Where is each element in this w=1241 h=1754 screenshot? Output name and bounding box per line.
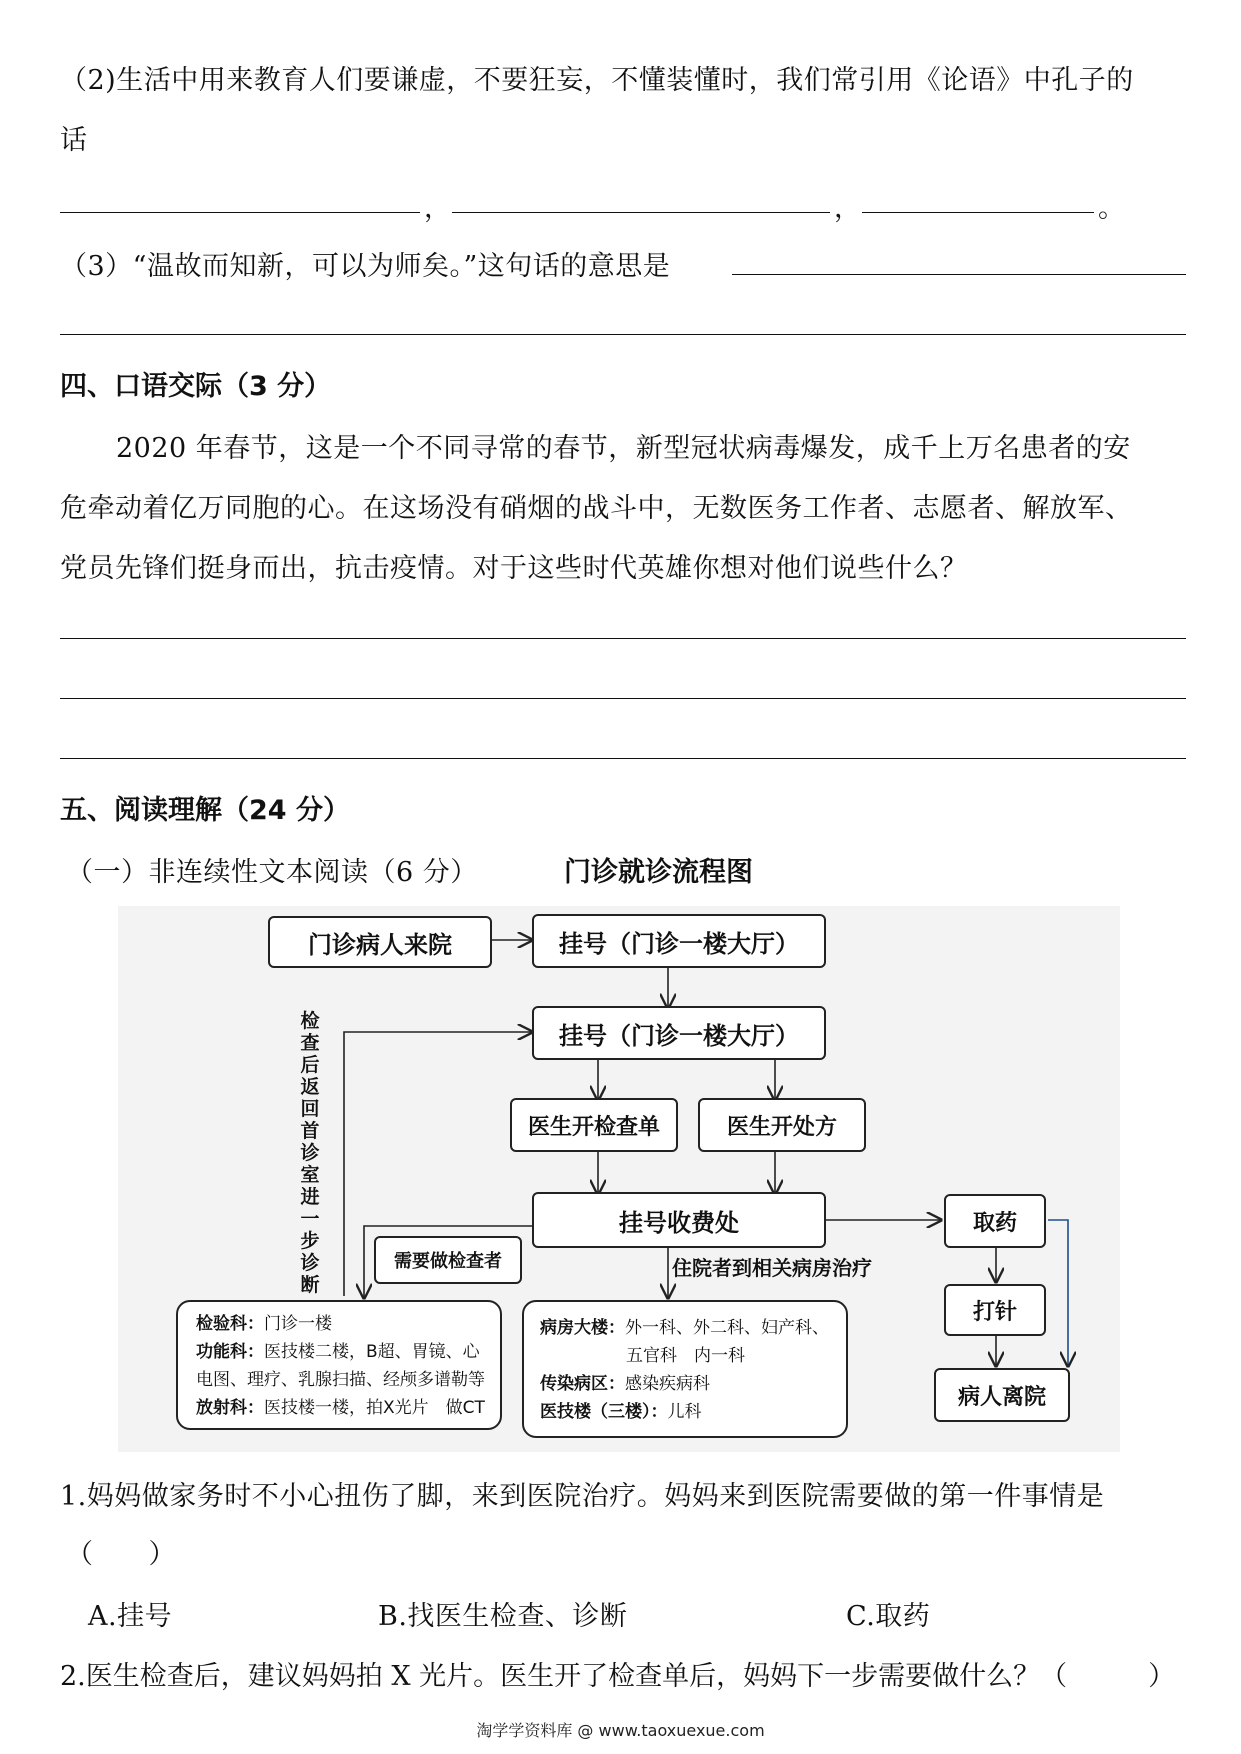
q3-text: （3）“温故而知新，可以为师矣。”这句话的意思是 — [60, 251, 671, 282]
section4-para-line1: 2020 年春节，这是一个不同寻常的春节，新型冠状病毒爆发，成千上万名患者的安 — [116, 433, 1131, 464]
answer-blank-q3-line[interactable] — [60, 334, 1186, 335]
q2-text-line2: 话 — [60, 125, 88, 156]
comma-1: ， — [424, 193, 452, 224]
answer-blank-1[interactable] — [60, 212, 420, 213]
comma-2: ， — [834, 193, 862, 224]
exam-dept-box — [176, 1300, 502, 1430]
register-box-1: 挂号（门诊一楼大厅） — [532, 914, 826, 968]
func-label: 功能科： — [196, 1342, 264, 1362]
func-text: 医技楼二楼，B超、胃镜、心 — [264, 1342, 480, 1362]
lab-text: 门诊一楼 — [264, 1314, 332, 1334]
answer-blank-3[interactable] — [862, 212, 1094, 213]
func-text-2: 电图、理疗、乳腺扫描、经颅多谱勒等 — [196, 1370, 485, 1390]
answer-blank-q3-inline[interactable] — [732, 274, 1186, 275]
answer-line-2[interactable] — [60, 698, 1186, 699]
medicine-box: 取药 — [944, 1194, 1046, 1248]
period: 。 — [1098, 193, 1126, 224]
ward-info-box — [522, 1300, 848, 1438]
question1-option-a[interactable]: A.挂号 — [88, 1601, 173, 1632]
inpatient-label: 住院者到相关病房治疗 — [672, 1256, 872, 1280]
infect-text: 感染疾病科 — [625, 1374, 710, 1394]
leave-box: 病人离院 — [934, 1368, 1070, 1422]
ward-label: 病房大楼： — [540, 1318, 625, 1338]
ward-text: 外一科、外二科、妇产科、 — [625, 1318, 829, 1338]
tech-text: 儿科 — [667, 1402, 702, 1422]
flowchart-title: 门诊就诊流程图 — [564, 857, 753, 888]
rad-text: 医技楼一楼，拍X光片 做CT — [264, 1398, 485, 1418]
question1-option-c[interactable]: C.取药 — [846, 1601, 931, 1632]
exam-order-box: 医生开检查单 — [510, 1098, 678, 1152]
rad-label: 放射科： — [196, 1398, 264, 1418]
answer-blank-2[interactable] — [452, 212, 830, 213]
return-note: 检查后返回首诊室进一步诊断 — [300, 1010, 320, 1296]
start-box: 门诊病人来院 — [268, 916, 492, 968]
footer-watermark: 淘学学资料库 @ www.taoxuexue.com — [476, 1721, 765, 1740]
q2-text-line1: （2)生活中用来教育人们要谦虚，不要狂妄，不懂装懂时，我们常引用《论语》中孔子的 — [60, 65, 1134, 96]
need-exam-box: 需要做检查者 — [374, 1236, 522, 1284]
answer-line-3[interactable] — [60, 758, 1186, 759]
injection-box: 打针 — [944, 1284, 1046, 1336]
section4-para-line3: 党员先锋们挺身而出，抗击疫情。对于这些时代英雄你想对他们说些什么？ — [60, 553, 968, 584]
answer-line-1[interactable] — [60, 638, 1186, 639]
section5-subheading: （一）非连续性文本阅读（6 分） — [66, 857, 478, 888]
question1-text: 1.妈妈做家务时不小心扭伤了脚，来到医院治疗。妈妈来到医院需要做的第一件事情是 — [60, 1481, 1105, 1512]
question2-text: 2.医生检查后，建议妈妈拍 X 光片。医生开了检查单后，妈妈下一步需要做什么？（ ） — [60, 1661, 1176, 1692]
register-box-2: 挂号（门诊一楼大厅） — [532, 1006, 826, 1060]
cashier-box: 挂号收费处 — [532, 1192, 826, 1248]
section5-heading: 五、阅读理解（24 分） — [60, 795, 350, 826]
prescription-box: 医生开处方 — [698, 1098, 866, 1152]
question1-answer-paren[interactable]: （ ） — [66, 1539, 176, 1570]
flowchart — [118, 906, 1120, 1452]
infect-label: 传染病区： — [540, 1374, 625, 1394]
lab-label: 检验科： — [196, 1314, 264, 1334]
tech-label: 医技楼（三楼）： — [540, 1402, 668, 1422]
section4-heading: 四、口语交际（3 分） — [60, 371, 332, 402]
ward-text-2: 五官科 内一科 — [626, 1346, 745, 1366]
section4-para-line2: 危牵动着亿万同胞的心。在这场没有硝烟的战斗中，无数医务工作者、志愿者、解放军、 — [60, 493, 1133, 524]
question1-option-b[interactable]: B.找医生检查、诊断 — [378, 1601, 628, 1632]
